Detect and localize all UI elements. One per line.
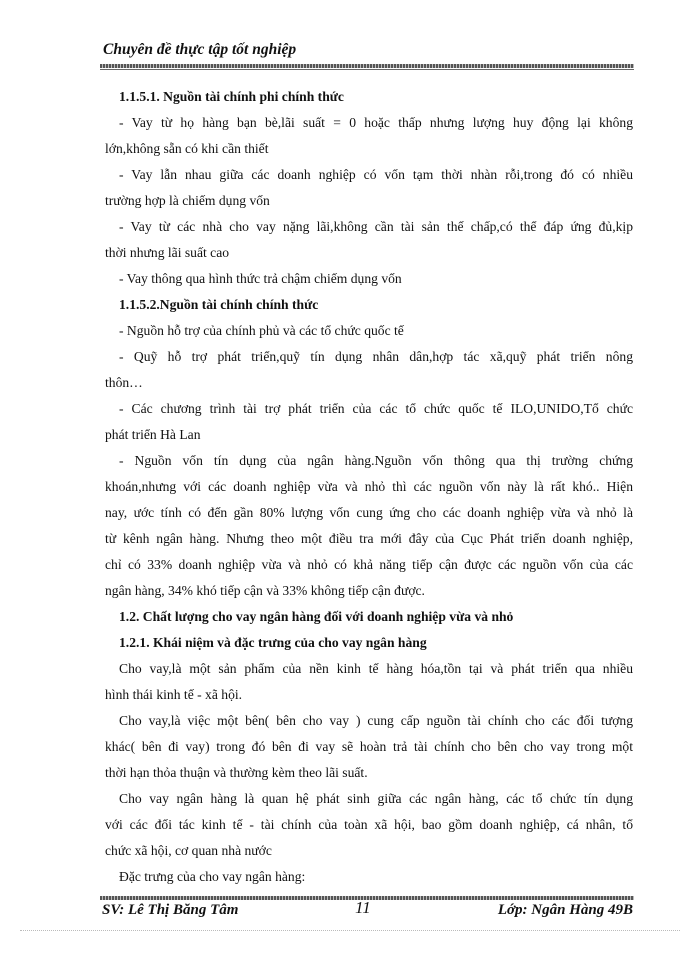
paragraph-line: Cho vay ngân hàng là quan hệ phát sinh giữa các ngân hàng, các tổ chức tín dụng [119, 791, 633, 806]
header-rule-thin [100, 69, 634, 70]
header-title: Chuyên đề thực tập tốt nghiệp [103, 41, 297, 58]
paragraph-line: lớn,không sẵn có khi cần thiết [105, 141, 269, 156]
paragraph-line: - Nguồn hỗ trợ của chính phủ và các tổ chức quốc tế [119, 323, 404, 338]
paragraph-line: - Vay từ các nhà cho vay nặng lãi,không cần tài sản thế chấp,có thể đáp ứng đủ,kịp [119, 219, 633, 234]
paragraph-line: hình thái kinh tế - xã hội. [105, 687, 243, 702]
page-edge [20, 930, 680, 931]
paragraph-line: ngân hàng, 34% khó tiếp cận và 33% không tiếp cận được. [105, 583, 425, 598]
paragraph-line: chỉ có 33% doanh nghiệp vừa và nhỏ có khả năng tiếp cận được các nguồn vốn của các [105, 557, 633, 572]
paragraph-line: từ kênh ngân hàng. Nhưng theo một điều tra mới đây của Cục Phát triển doanh nghiệp, [105, 531, 633, 546]
paragraph-line: với các đối tác kinh tế - tài chính của toàn xã hội, bao gồm doanh nghiệp, cá nhân, tổ [105, 817, 633, 832]
document-body [105, 84, 633, 890]
section-heading: 1.2.1. Khái niệm và đặc trưng của cho vay ngân hàng [119, 635, 427, 650]
paragraph-line: - Nguồn vốn tín dụng của ngân hàng.Nguồn vốn thông qua thị trường chứng [119, 453, 633, 468]
paragraph-line: - Quỹ hỗ trợ phát triển,quỹ tín dụng nhân dân,hợp tác xã,quỹ phát triển nông [119, 349, 633, 364]
paragraph-line: Cho vay,là một sản phẩm của nền kinh tế hàng hóa,tồn tại và phát triển qua nhiều [119, 661, 633, 676]
paragraph-line: - Vay lẫn nhau giữa các doanh nghiệp có vốn tạm thời nhàn rỗi,trong đó có nhiều [119, 167, 633, 182]
header-rule [100, 64, 634, 68]
page-number: 11 [355, 898, 371, 917]
paragraph-line: thôn… [105, 375, 143, 390]
footer-student-name: SV: Lê Thị Băng Tâm [102, 902, 239, 918]
paragraph-line: nay, ước tính có đến gần 80% lượng vốn cung ứng cho các doanh nghiệp vừa và nhỏ là [105, 505, 633, 520]
paragraph-line: thời hạn thỏa thuận và thường kèm theo lãi suất. [105, 765, 368, 780]
paragraph-line: phát triển Hà Lan [105, 427, 201, 442]
paragraph-line: - Vay từ họ hàng bạn bè,lãi suất = 0 hoặc thấp nhưng lượng huy động lại không [119, 115, 633, 130]
paragraph-line: khoán,nhưng với các doanh nghiệp vừa và nhỏ thì các nguồn vốn này là rất khó.. Hiện [105, 479, 633, 494]
paragraph-line: khác( bên đi vay) trong đó bên đi vay sẽ hoàn trả tài chính cho bên cho vay trong một [105, 739, 633, 754]
paragraph-line: Cho vay,là việc một bên( bên cho vay ) cung cấp nguồn tài chính cho các đối tượng [119, 713, 633, 728]
paragraph-line: - Vay thông qua hình thức trả chậm chiếm dụng vốn [119, 271, 402, 286]
footer-class-name: Lớp: Ngân Hàng 49B [497, 902, 633, 918]
section-heading: 1.1.5.2.Nguồn tài chính chính thức [119, 297, 319, 312]
paragraph-line: Đặc trưng của cho vay ngân hàng: [119, 869, 306, 884]
paragraph-line: trường hợp là chiếm dụng vốn [105, 193, 270, 208]
paragraph-line: chức xã hội, cơ quan nhà nước [105, 843, 272, 858]
section-heading: 1.1.5.1. Nguồn tài chính phi chính thức [119, 89, 344, 104]
paragraph-line: - Các chương trình tài trợ phát triển của các tổ chức quốc tế ILO,UNIDO,Tổ chức [119, 401, 633, 416]
paragraph-line: thời nhưng lãi suất cao [105, 245, 230, 260]
section-heading: 1.2. Chất lượng cho vay ngân hàng đối với doanh nghiệp vừa và nhỏ [119, 609, 514, 624]
